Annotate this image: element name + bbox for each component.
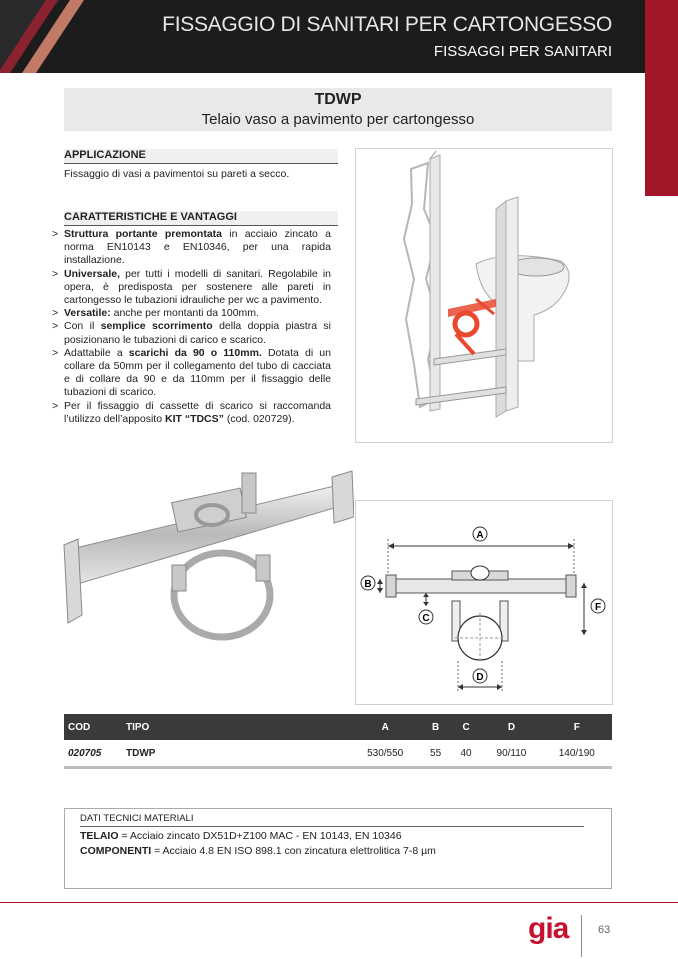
side-tab <box>645 0 678 196</box>
label-f <box>591 599 605 613</box>
application-title: APPLICAZIONE <box>64 149 338 164</box>
product-photo <box>62 455 354 663</box>
label-b <box>361 576 375 590</box>
features-list <box>52 228 331 426</box>
feature-item: > Con il semplice scorrimento della doppia piastra si posizionano le tubazioni di carico e scarico. <box>52 320 331 346</box>
feature-item: > Struttura portante premontata in acciaio zincato a norma EN10143 e EN10346, per una rapida installazione. <box>52 228 331 268</box>
product-heading <box>64 88 612 131</box>
col-f: F <box>542 714 612 740</box>
cell-tipo: TDWP <box>122 740 350 768</box>
label-a <box>473 527 487 541</box>
footer-divider <box>0 902 678 903</box>
label-c <box>419 610 433 624</box>
cell-c: 40 <box>451 740 481 768</box>
svg-text:A: A <box>476 530 484 541</box>
col-tipo: TIPO <box>122 714 350 740</box>
cell-a: 530/550 <box>350 740 420 768</box>
cell-d: 90/110 <box>481 740 541 768</box>
label-d <box>473 669 487 683</box>
dimension-diagram <box>355 500 613 705</box>
feature-item: > Universale, per tutti i modelli di sanitari. Regolabile in opera, è predisposta per sostenere alle pareti in cartongesso le tubazioni idrauliche per wc a pavimento. <box>52 268 331 308</box>
col-c: C <box>451 714 481 740</box>
footer-separator <box>581 915 582 957</box>
svg-text:D: D <box>476 672 484 683</box>
materials-line-frame: TELAIO = Acciaio zincato DX51D+Z100 MAC - EN 10143, EN 10346 <box>80 830 402 842</box>
features-title: CARATTERISTICHE E VANTAGGI <box>64 211 338 226</box>
header-stripes-graphic <box>0 0 110 73</box>
materials-line-components: COMPONENTI = Acciaio 4.8 EN ISO 898.1 con zincatura elettrolitica 7-8 µm <box>80 845 436 857</box>
feature-item: > Adattabile a scarichi da 90 o 110mm. Dotata di un collare da 50mm per il collegamento del tubo di cacciata e di collare da 90 e da 110mm per il fissaggio delle tubazioni di scarico. <box>52 347 331 400</box>
brand-logo: gia <box>528 912 569 945</box>
materials-box <box>64 808 612 889</box>
cell-cod: 020705 <box>64 740 122 768</box>
table-header <box>64 714 612 740</box>
cell-b: 55 <box>420 740 450 768</box>
installation-illustration <box>355 148 613 443</box>
svg-text:C: C <box>422 613 430 624</box>
materials-title: DATI TECNICI MATERIALI <box>80 813 584 827</box>
feature-item: > Per il fissaggio di cassette di scarico si raccomanda l’utilizzo dell’apposito KIT “TDCS” (cod. 020729). <box>52 400 331 426</box>
feature-item: > Versatile: anche per montanti da 100mm. <box>52 307 331 320</box>
col-b: B <box>420 714 450 740</box>
product-description: Telaio vaso a pavimento per cartongesso <box>201 111 475 128</box>
svg-text:F: F <box>594 602 602 613</box>
col-a: A <box>350 714 420 740</box>
header-subtitle: FISSAGGI PER SANITARI <box>433 43 612 60</box>
col-cod: COD <box>64 714 122 740</box>
application-text: Fissaggio di vasi a pavimentoi su pareti a secco. <box>64 168 290 180</box>
page-header <box>0 0 678 73</box>
cell-f: 140/190 <box>542 740 612 768</box>
table-row <box>64 740 612 768</box>
col-d: D <box>481 714 541 740</box>
svg-text:B: B <box>364 579 372 590</box>
product-code: TDWP <box>314 91 362 108</box>
page-number: 63 <box>598 924 611 936</box>
spec-table <box>64 714 612 769</box>
header-title: FISSAGGIO DI SANITARI PER CARTONGESSO <box>162 13 612 36</box>
